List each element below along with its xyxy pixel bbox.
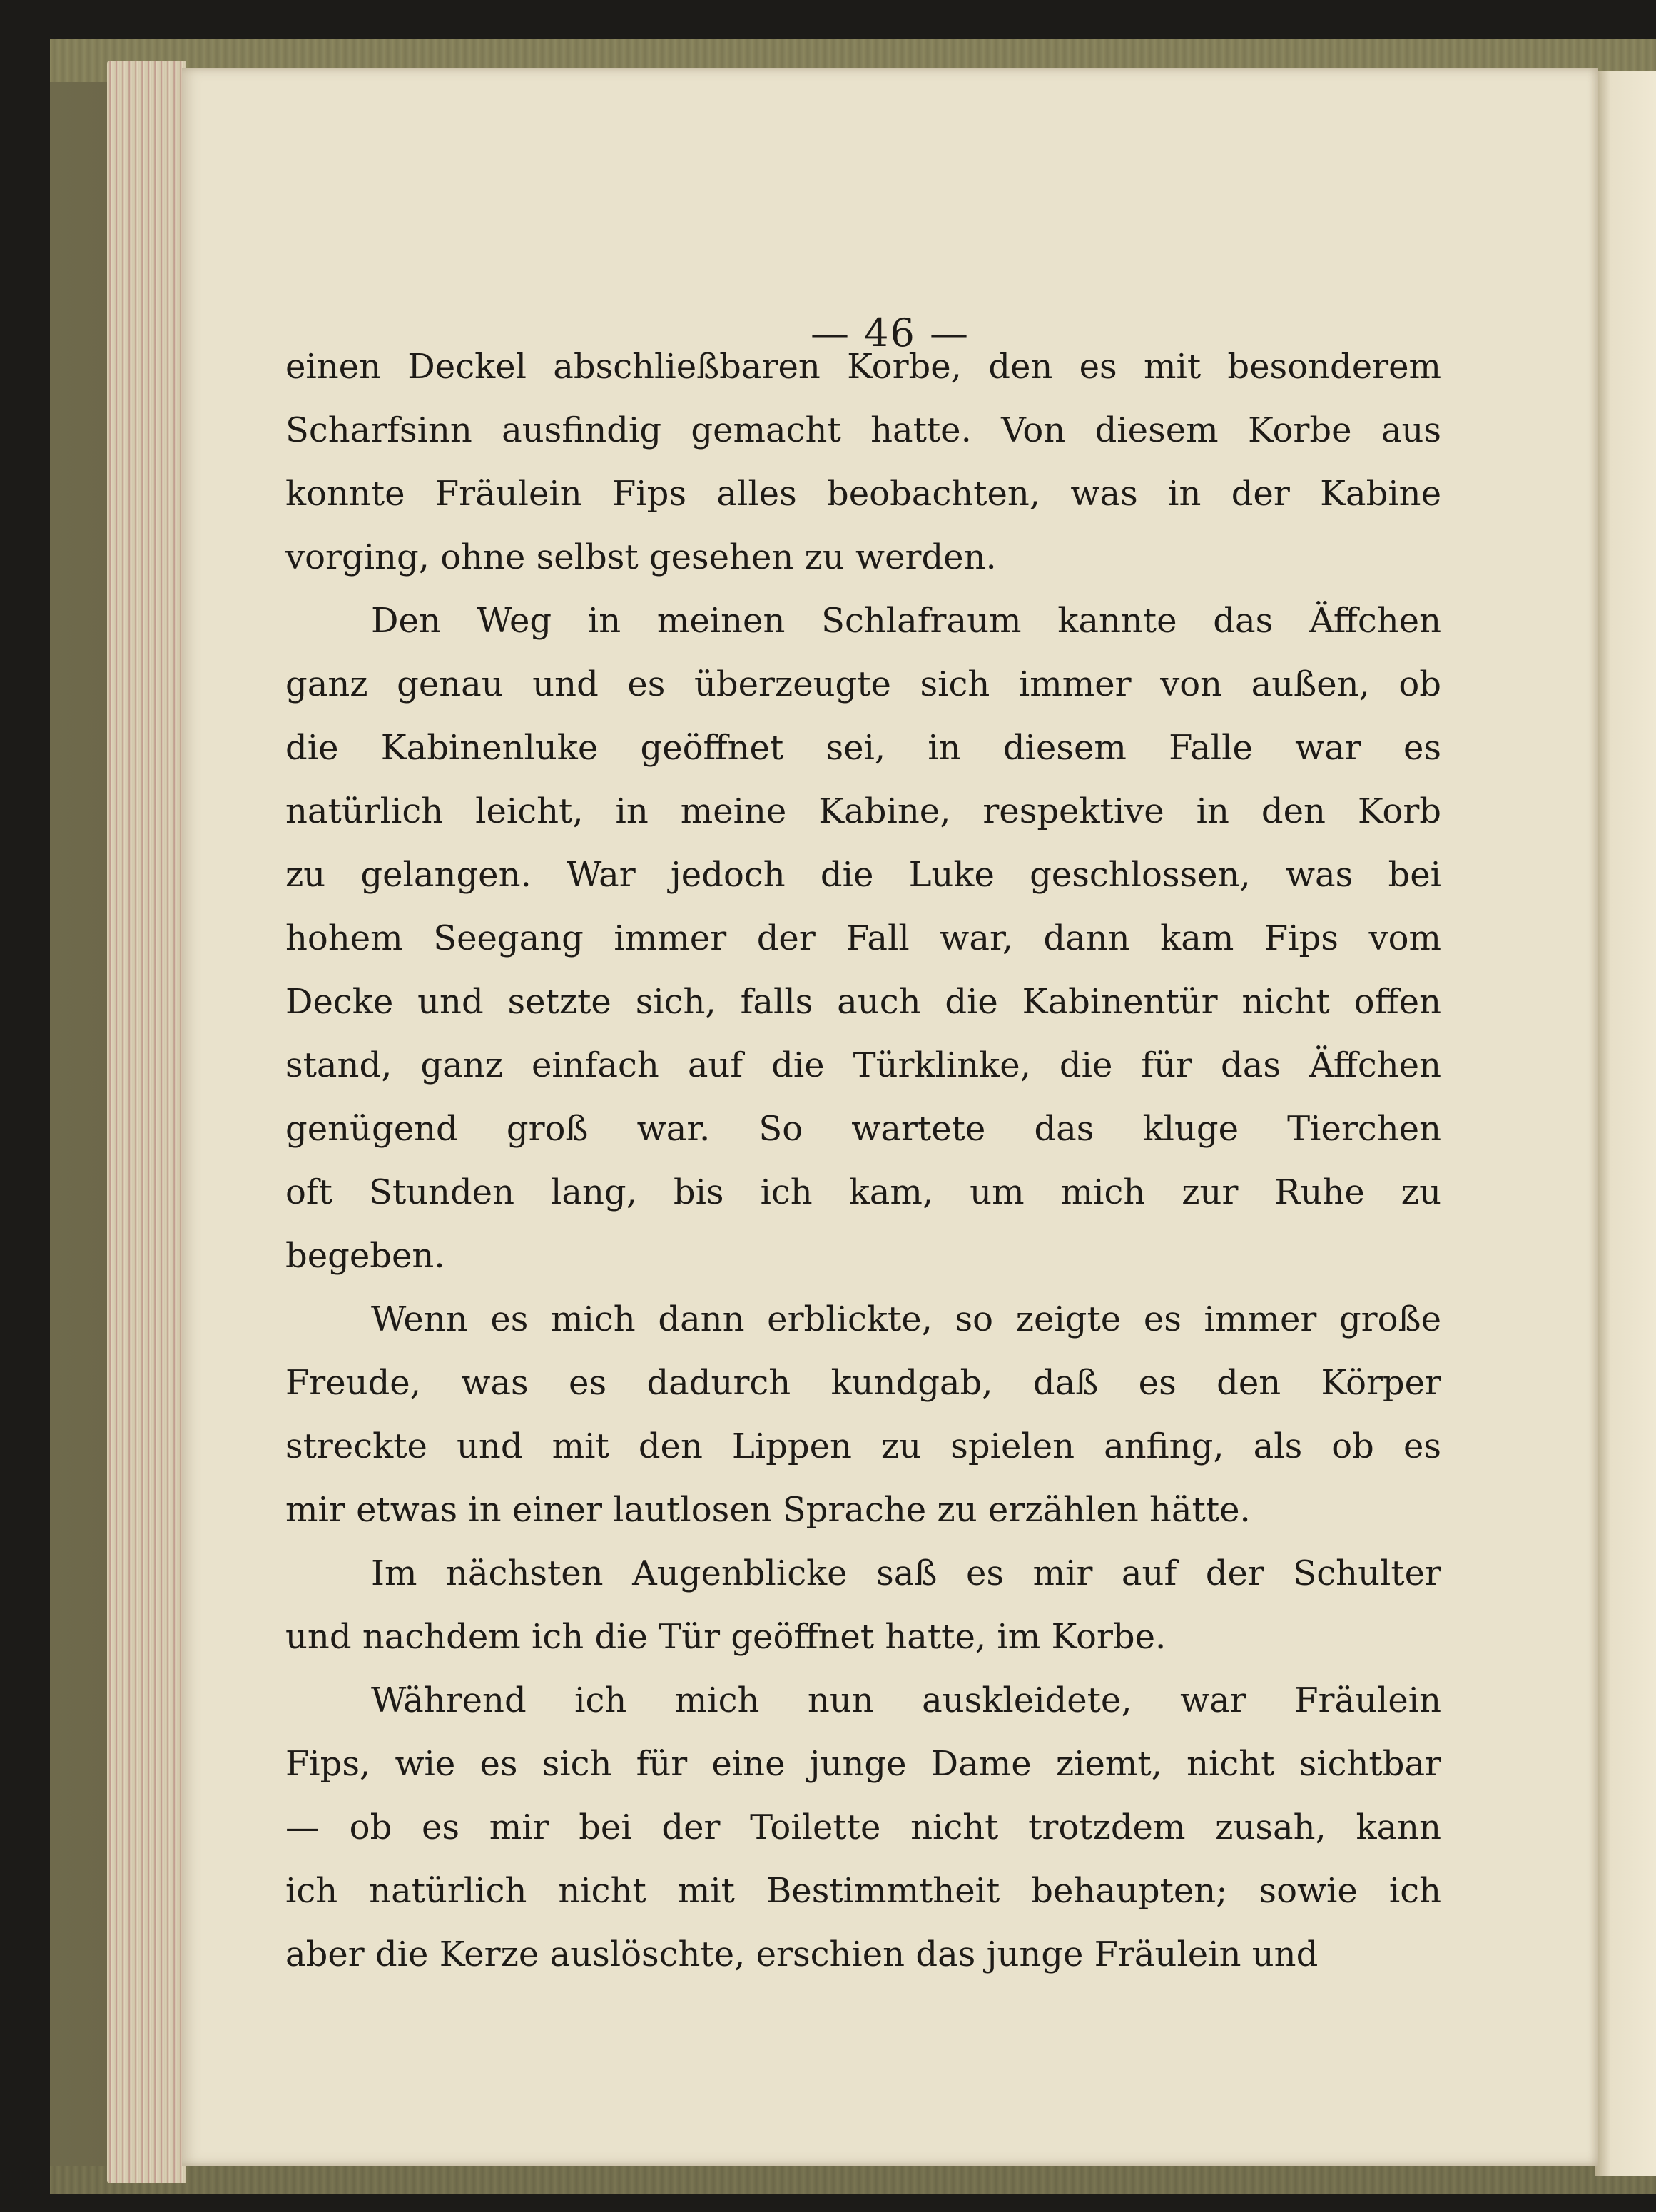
body-text [285, 335, 1441, 1987]
paragraph [285, 589, 1441, 1288]
text-line: streckte und mit den Lippen zu spielen anfing, als ob es [285, 1426, 1441, 1466]
text-line: aber die Kerze auslöschte, erschien das junge Fräulein und [285, 1934, 1319, 1974]
text-line: Den Weg in meinen Schlafraum kannte das Äffchen [371, 601, 1441, 641]
text-line: vorging, ohne selbst gesehen zu werden. [285, 537, 997, 577]
paragraph [285, 1669, 1441, 1987]
text-line: zu gelangen. War jedoch die Luke geschlossen, was bei [285, 855, 1441, 895]
book-cover-bottom-edge [50, 2166, 1656, 2194]
text-line: mir etwas in einer lautlosen Sprache zu erzählen hätte. [285, 1490, 1251, 1530]
page-edges-stack [107, 61, 186, 2183]
text-line: ich natürlich nicht mit Bestimmtheit behaupten; sowie ich [285, 1871, 1441, 1911]
text-line: Scharfsinn ausfindig gemacht hatte. Von diesem Korbe aus [285, 410, 1441, 450]
page-number: — 46 — [810, 310, 970, 355]
text-line: Fips, wie es sich für eine junge Dame ziemt, nicht sichtbar [285, 1744, 1441, 1784]
text-line: natürlich leicht, in meine Kabine, respektive in den Korb [285, 791, 1441, 831]
text-line: Decke und setzte sich, falls auch die Kabinentür nicht offen [285, 982, 1441, 1022]
text-line: oft Stunden lang, bis ich kam, um mich zur Ruhe zu [285, 1172, 1441, 1212]
text-line: hohem Seegang immer der Fall war, dann kam Fips vom [285, 918, 1441, 958]
paragraph [285, 1288, 1441, 1542]
text-line: Wenn es mich dann erblickte, so zeigte es immer große [371, 1299, 1441, 1339]
text-line: einen Deckel abschließbaren Korbe, den es mit besonderem [285, 347, 1441, 387]
facing-page-edge [1595, 71, 1656, 2176]
text-line: — ob es mir bei der Toilette nicht trotzdem zusah, kann [285, 1807, 1441, 1847]
text-line: genügend groß war. So wartete das kluge Tierchen [285, 1109, 1441, 1149]
text-line: die Kabinenluke geöffnet sei, in diesem Falle war es [285, 728, 1441, 768]
text-line: und nachdem ich die Tür geöffnet hatte, im Korbe. [285, 1617, 1167, 1657]
text-line: begeben. [285, 1236, 445, 1276]
paragraph [285, 1542, 1441, 1669]
text-line: konnte Fräulein Fips alles beobachten, was in der Kabine [285, 474, 1441, 514]
text-line: Im nächsten Augenblicke saß es mir auf der Schulter [371, 1553, 1441, 1593]
paragraph [285, 335, 1441, 589]
text-line: Freude, was es dadurch kundgab, daß es den Körper [285, 1363, 1441, 1403]
text-line: stand, ganz einfach auf die Türklinke, die für das Äffchen [285, 1045, 1441, 1085]
text-line: Während ich mich nun auskleidete, war Fräulein [371, 1680, 1441, 1720]
text-line: ganz genau und es überzeugte sich immer von außen, ob [285, 664, 1441, 704]
